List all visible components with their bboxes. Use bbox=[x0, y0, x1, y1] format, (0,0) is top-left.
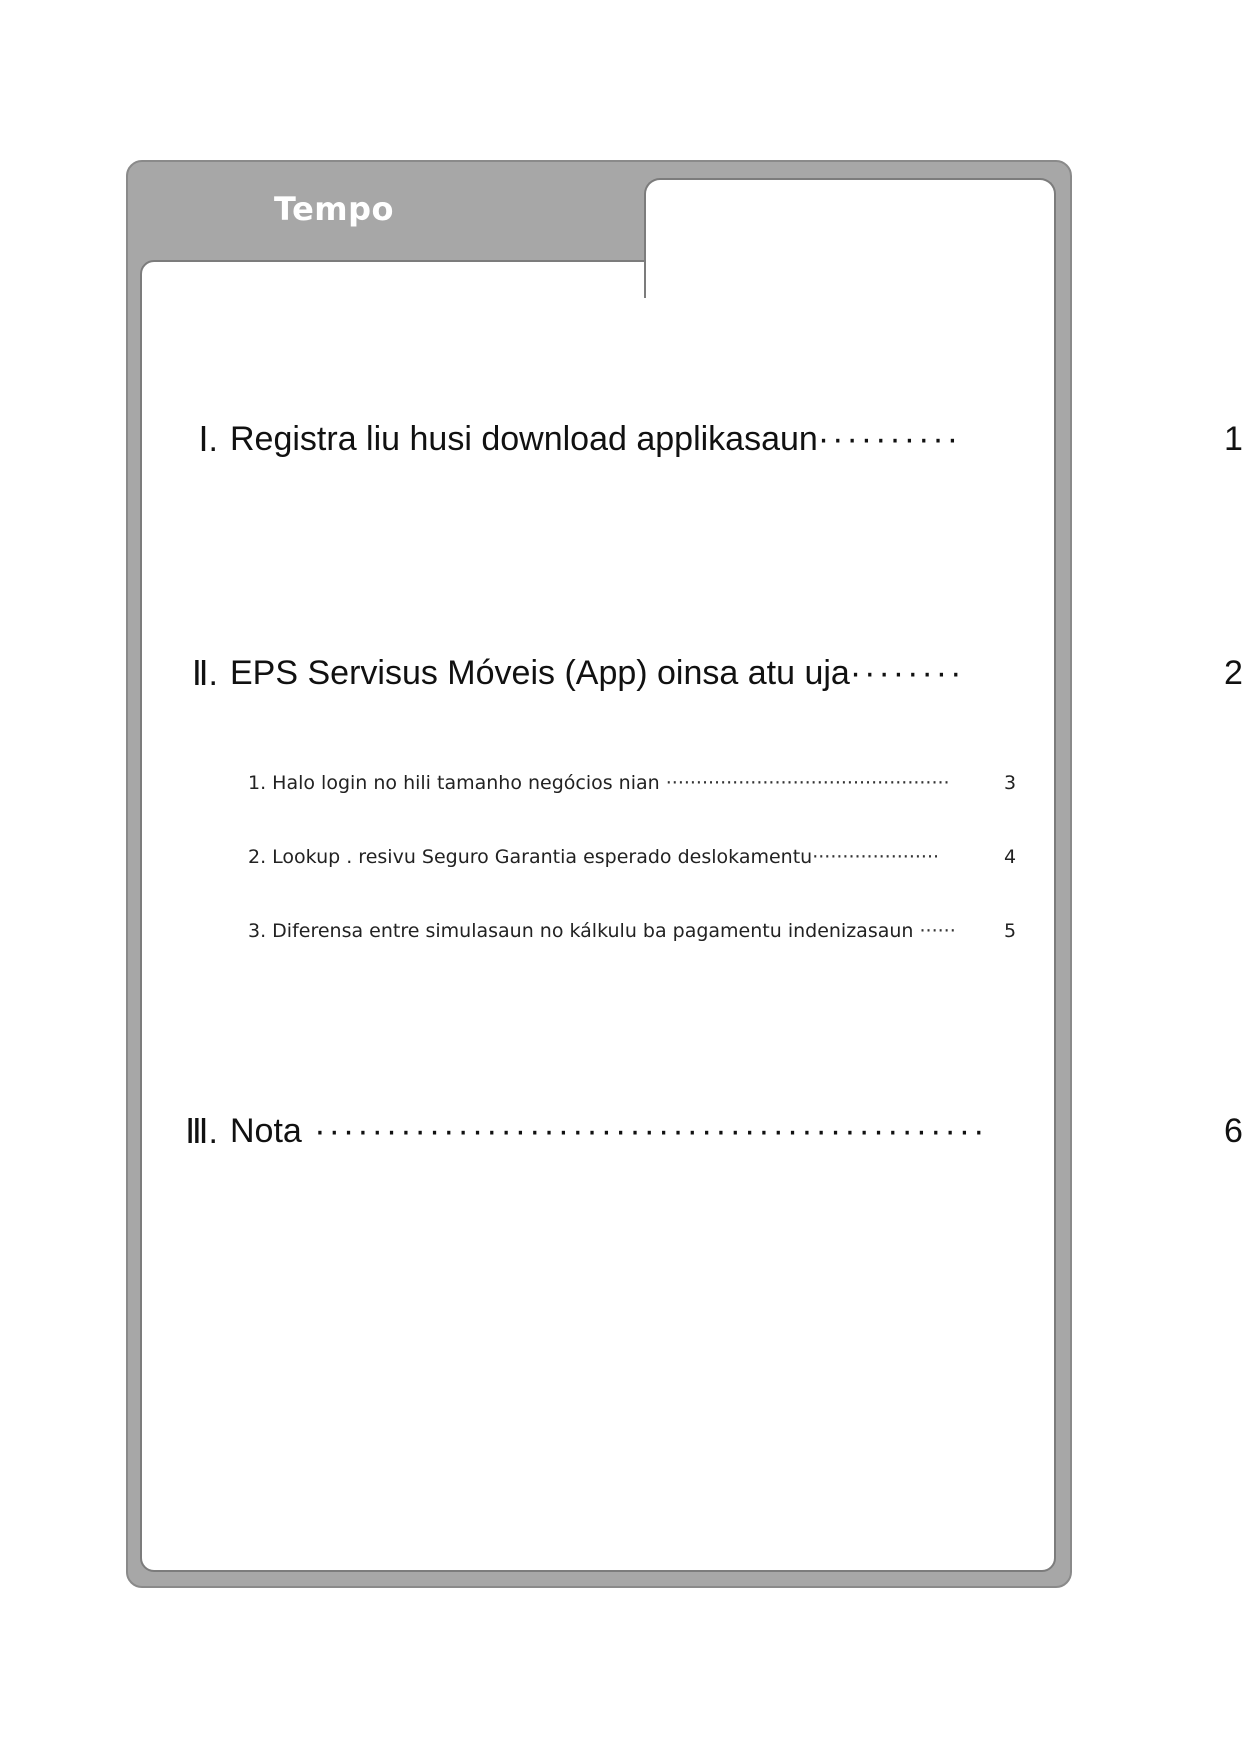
section-number: Ⅱ. bbox=[191, 655, 218, 693]
dot-leader: ··············································· bbox=[665, 772, 950, 794]
dot-leader: ······ bbox=[919, 920, 956, 942]
toc-section-3 bbox=[185, 1112, 1243, 1151]
subsection-title: 1. Halo login no hili tamanho negócios nian bbox=[248, 772, 666, 794]
dot-leader: ····················· bbox=[812, 846, 940, 868]
subsection-page-number: 4 bbox=[1004, 846, 1017, 868]
page-title: Tempo bbox=[274, 190, 395, 228]
subsection-title: 2. Lookup . resivu Seguro Garantia esperado deslokamentu bbox=[248, 846, 813, 868]
subsection-page-number: 5 bbox=[1004, 920, 1017, 942]
section-number: Ⅰ. bbox=[198, 421, 218, 459]
section-page-number: 6 bbox=[1224, 1112, 1243, 1150]
tab-connector bbox=[646, 256, 1054, 270]
toc-section-1 bbox=[198, 420, 1243, 459]
toc-section-2 bbox=[191, 654, 1243, 693]
header-tab bbox=[644, 178, 1056, 298]
toc-subsection-3 bbox=[248, 920, 1017, 942]
toc-subsection-2 bbox=[248, 846, 1017, 868]
subsection-page-number: 3 bbox=[1004, 772, 1017, 794]
section-title: Registra liu husi download applikasaun bbox=[230, 420, 818, 458]
subsection-title: 3. Diferensa entre simulasaun no kálkulu ba pagamentu indenizasaun bbox=[248, 920, 920, 942]
dot-leader: ··············································· bbox=[301, 1112, 988, 1150]
section-page-number: 1 bbox=[1224, 420, 1243, 458]
section-number: Ⅲ. bbox=[185, 1113, 218, 1151]
section-page-number: 2 bbox=[1224, 654, 1243, 692]
toc-subsection-1 bbox=[248, 772, 1017, 794]
section-title: Nota bbox=[230, 1112, 302, 1150]
dot-leader: ·········· bbox=[817, 420, 962, 458]
dot-leader: ········ bbox=[849, 654, 965, 692]
section-title: EPS Servisus Móveis (App) oinsa atu uja bbox=[230, 654, 850, 692]
